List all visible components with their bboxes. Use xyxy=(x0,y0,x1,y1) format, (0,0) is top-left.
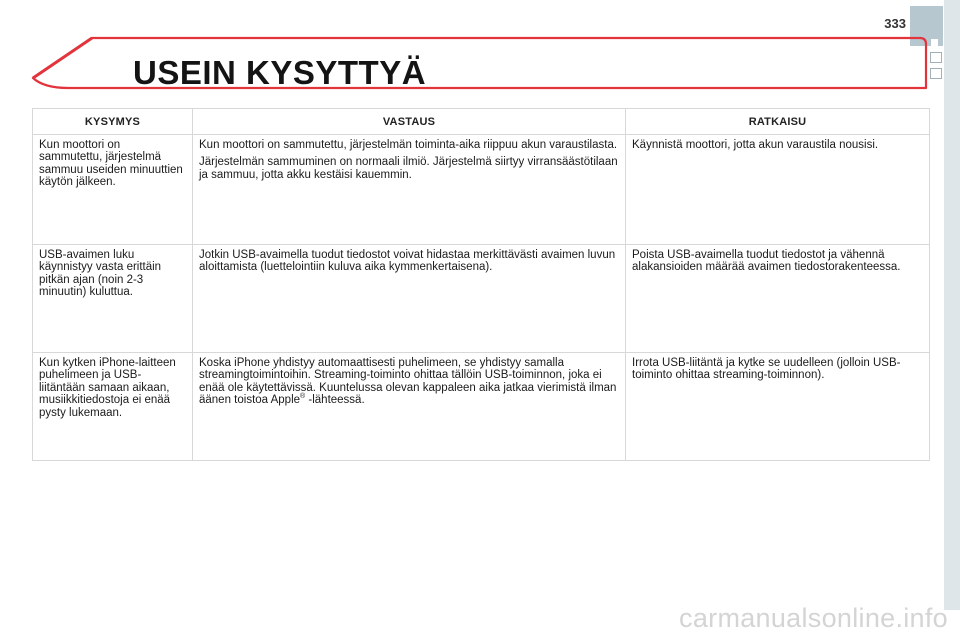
answer-paragraph xyxy=(199,357,619,407)
header-question: KYSYMYS xyxy=(33,109,193,135)
page-number: 333 xyxy=(884,16,906,31)
solution-cell xyxy=(626,135,930,245)
side-strip xyxy=(944,0,960,610)
header-answer: VASTAUS xyxy=(193,109,626,135)
page-title: USEIN KYSYTTYÄ xyxy=(133,54,427,91)
solution-text: Irrota USB-liitäntä ja kytke se uudelleen (jolloin USB-toiminto ohittaa streaming-toiminnon). xyxy=(632,357,901,382)
answer-text-tail: -lähteessä. xyxy=(305,394,365,407)
answer-text: Koska iPhone yhdistyy automaattisesti puhelimeen, se yhdistyy samalla streamingtoimintoihin. Streaming-toiminto ohittaa tällöin USB-toiminnon, joka ei enää ole käytettävissä. Kuuntelussa olevan kappaleen aika jatkaa vierimistä ilman äänen toistoa Apple xyxy=(199,357,617,407)
solution-text: Käynnistä moottori, jotta akun varaustila nousisi. xyxy=(632,139,879,151)
question-text: Kun kytken iPhone-laitteen puhelimeen ja USB-liitäntään samaan aikaan, musiikkitiedostoja ei enää pysty lukemaan. xyxy=(39,357,176,419)
question-cell xyxy=(33,135,193,245)
faq-table xyxy=(32,108,930,461)
table-row xyxy=(33,245,930,353)
solution-text: Poista USB-avaimella tuodut tiedostot ja vähennä alakansioiden määrää avaimen tiedostorakenteessa. xyxy=(632,249,901,274)
question-cell xyxy=(33,353,193,461)
solution-cell xyxy=(626,353,930,461)
table-row xyxy=(33,353,930,461)
answer-paragraph: Jotkin USB-avaimella tuodut tiedostot voivat hidastaa merkittävästi avaimen luvun aloittamista (luettelointiin kuluva aika kymmenkertaisena). xyxy=(199,249,616,274)
header-solution: RATKAISU xyxy=(626,109,930,135)
registered-mark: ® xyxy=(300,393,306,401)
watermark: carmanualsonline.info xyxy=(679,603,948,633)
answer-paragraph: Kun moottori on sammutettu, järjestelmän toiminta-aika riippuu akun varaustilasta. xyxy=(199,139,618,151)
answer-cell xyxy=(193,135,626,245)
answer-cell xyxy=(193,353,626,461)
question-text: Kun moottori on sammutettu, järjestelmä sammuu useiden minuuttien käytön jälkeen. xyxy=(39,139,183,189)
table-header-row xyxy=(33,109,930,135)
table-row xyxy=(33,135,930,245)
solution-cell xyxy=(626,245,930,353)
answer-paragraph: Järjestelmän sammuminen on normaali ilmiö. Järjestelmä siirtyy virransäästötilaan ja sammuu, jotta akku kestäisi kauemmin. xyxy=(199,156,618,181)
question-text: USB-avaimen luku käynnistyy vasta erittäin pitkän ajan (noin 2-3 minuutin) kuluttua. xyxy=(39,249,162,299)
answer-cell xyxy=(193,245,626,353)
question-cell xyxy=(33,245,193,353)
